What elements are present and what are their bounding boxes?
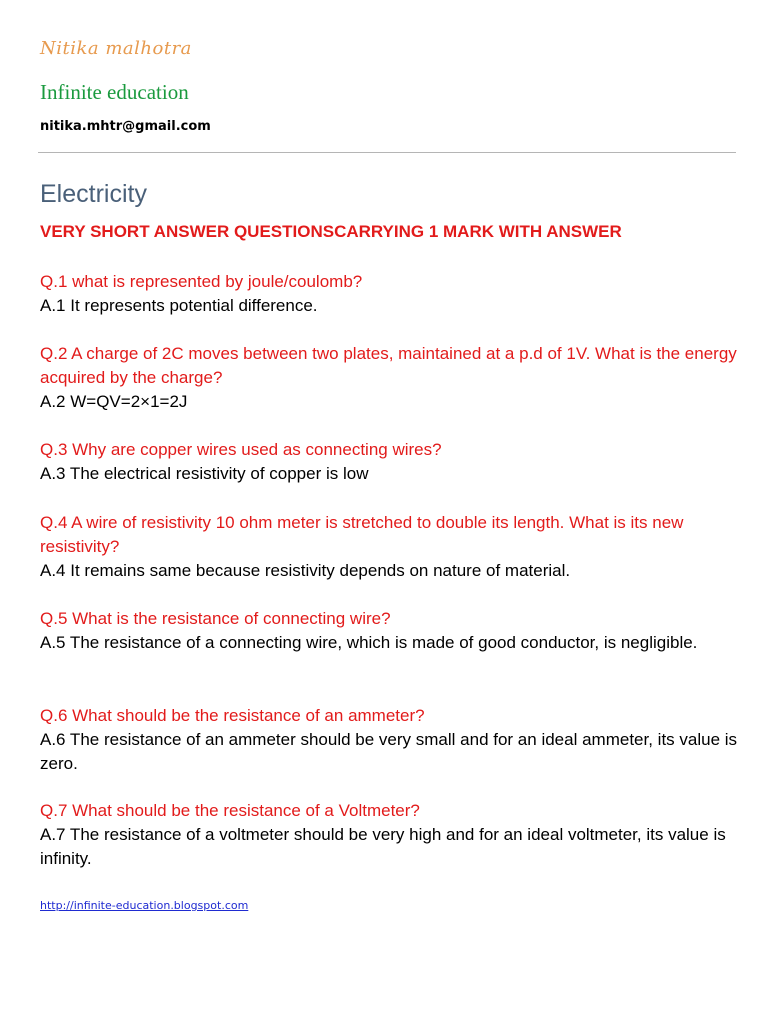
question-text: Q.3 Why are copper wires used as connecting wires? xyxy=(40,440,442,459)
qa-item-7 xyxy=(40,799,740,871)
qa-item-6 xyxy=(40,704,740,776)
qa-item-1 xyxy=(40,270,740,318)
author-name: Nitika malhotra xyxy=(40,38,192,59)
answer-text: A.7 The resistance of a voltmeter should be very high and for an ideal voltmeter, its value is infinity. xyxy=(40,825,726,868)
answer-text: A.5 The resistance of a connecting wire, which is made of good conductor, is negligible. xyxy=(40,633,698,652)
answer-text: A.1 It represents potential difference. xyxy=(40,296,318,315)
answer-text: A.2 W=QV=2×1=2J xyxy=(40,392,188,411)
answer-text: A.6 The resistance of an ammeter should be very small and for an ideal ammeter, its value is zero. xyxy=(40,730,738,773)
answer-text: A.4 It remains same because resistivity depends on nature of material. xyxy=(40,561,571,580)
question-text: Q.2 A charge of 2C moves between two plates, maintained at a p.d of 1V. What is the energy acquired by the charge? xyxy=(40,344,737,387)
qa-item-2 xyxy=(40,342,740,414)
qa-item-5 xyxy=(40,607,740,655)
page-title: Electricity xyxy=(40,180,147,208)
section-subtitle: VERY SHORT ANSWER QUESTIONSCARRYING 1 MARK WITH ANSWER xyxy=(40,222,622,241)
question-text: Q.6 What should be the resistance of an ammeter? xyxy=(40,706,425,725)
answer-text: A.3 The electrical resistivity of copper is low xyxy=(40,464,369,483)
question-text: Q.4 A wire of resistivity 10 ohm meter is stretched to double its length. What is its new resistivity? xyxy=(40,513,684,556)
qa-item-4 xyxy=(40,511,740,583)
qa-item-3 xyxy=(40,438,740,486)
question-text: Q.1 what is represented by joule/coulomb? xyxy=(40,272,363,291)
header-divider xyxy=(38,152,736,153)
organization-name: Infinite education xyxy=(40,80,189,104)
question-text: Q.5 What is the resistance of connecting wire? xyxy=(40,609,391,628)
author-email: nitika.mhtr@gmail.com xyxy=(40,119,211,134)
blog-link[interactable]: http://infinite-education.blogspot.com xyxy=(40,899,249,912)
question-text: Q.7 What should be the resistance of a Voltmeter? xyxy=(40,801,420,820)
